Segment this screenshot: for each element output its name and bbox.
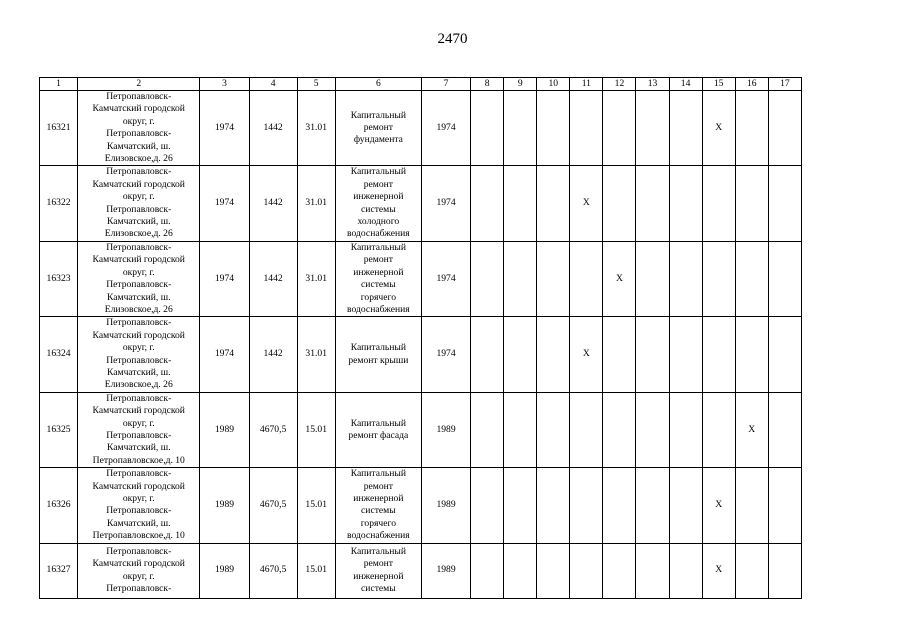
period-cell-13 bbox=[636, 241, 669, 316]
code-cell: 15.01 bbox=[297, 392, 335, 467]
code-cell: 31.01 bbox=[297, 91, 335, 166]
period-cell-10 bbox=[537, 241, 570, 316]
year-cell: 1974 bbox=[200, 317, 249, 392]
work-type-cell: Капитальный ремонт инженерной системы горячего водоснабжения bbox=[335, 241, 421, 316]
column-header: 8 bbox=[471, 78, 504, 91]
period-cell-8 bbox=[471, 166, 504, 241]
repair-register-table bbox=[39, 77, 802, 599]
area-cell: 4670,5 bbox=[249, 468, 297, 543]
work-type-cell: Капитальный ремонт инженерной системы холодного водоснабжения bbox=[335, 166, 421, 241]
period-cell-15 bbox=[702, 241, 735, 316]
period-cell-8 bbox=[471, 241, 504, 316]
period-cell-15 bbox=[702, 166, 735, 241]
year-2-cell: 1989 bbox=[421, 543, 470, 598]
period-cell-17 bbox=[768, 91, 801, 166]
year-2-cell: 1974 bbox=[421, 166, 470, 241]
period-cell-14 bbox=[669, 166, 702, 241]
period-cell-17 bbox=[768, 317, 801, 392]
table-row bbox=[40, 166, 802, 241]
row-id-cell: 16322 bbox=[40, 166, 78, 241]
period-cell-17 bbox=[768, 392, 801, 467]
work-type-cell: Капитальный ремонт фасада bbox=[335, 392, 421, 467]
period-cell-8 bbox=[471, 392, 504, 467]
period-cell-12 bbox=[603, 91, 636, 166]
area-cell: 1442 bbox=[249, 241, 297, 316]
period-cell-12 bbox=[603, 468, 636, 543]
column-header: 6 bbox=[335, 78, 421, 91]
year-cell: 1989 bbox=[200, 468, 249, 543]
header-row bbox=[40, 78, 802, 91]
period-cell-13 bbox=[636, 317, 669, 392]
year-cell: 1989 bbox=[200, 392, 249, 467]
column-header: 11 bbox=[570, 78, 603, 91]
period-cell-15: X bbox=[702, 468, 735, 543]
period-cell-10 bbox=[537, 468, 570, 543]
period-cell-9 bbox=[504, 166, 537, 241]
period-cell-9 bbox=[504, 543, 537, 598]
year-2-cell: 1974 bbox=[421, 241, 470, 316]
period-cell-10 bbox=[537, 317, 570, 392]
period-cell-11 bbox=[570, 468, 603, 543]
address-cell: Петропавловск- Камчатский городской округ, г. Петропавловск- Камчатский, ш. Петропавловское,д. 10 bbox=[78, 468, 200, 543]
page-number: 2470 bbox=[437, 31, 468, 47]
period-cell-13 bbox=[636, 468, 669, 543]
period-cell-16 bbox=[735, 91, 768, 166]
period-cell-12 bbox=[603, 543, 636, 598]
column-header: 16 bbox=[735, 78, 768, 91]
period-cell-9 bbox=[504, 241, 537, 316]
column-header: 2 bbox=[78, 78, 200, 91]
table-row bbox=[40, 392, 802, 467]
period-cell-10 bbox=[537, 166, 570, 241]
area-cell: 1442 bbox=[249, 91, 297, 166]
period-cell-9 bbox=[504, 392, 537, 467]
period-cell-11 bbox=[570, 91, 603, 166]
work-type-cell: Капитальный ремонт фундамента bbox=[335, 91, 421, 166]
period-cell-13 bbox=[636, 166, 669, 241]
period-cell-15: X bbox=[702, 543, 735, 598]
period-cell-12: X bbox=[603, 241, 636, 316]
period-cell-16 bbox=[735, 543, 768, 598]
table-row bbox=[40, 468, 802, 543]
area-cell: 1442 bbox=[249, 166, 297, 241]
period-cell-10 bbox=[537, 91, 570, 166]
period-cell-14 bbox=[669, 317, 702, 392]
period-cell-12 bbox=[603, 317, 636, 392]
column-header: 14 bbox=[669, 78, 702, 91]
address-cell: Петропавловск- Камчатский городской округ, г. Петропавловск- Камчатский, ш. Елизовское,д. 26 bbox=[78, 241, 200, 316]
period-cell-11: X bbox=[570, 317, 603, 392]
year-cell: 1974 bbox=[200, 166, 249, 241]
period-cell-15 bbox=[702, 392, 735, 467]
period-cell-16 bbox=[735, 241, 768, 316]
period-cell-14 bbox=[669, 241, 702, 316]
period-cell-11 bbox=[570, 241, 603, 316]
address-cell: Петропавловск- Камчатский городской округ, г. Петропавловск- bbox=[78, 543, 200, 598]
row-id-cell: 16323 bbox=[40, 241, 78, 316]
table-row bbox=[40, 317, 802, 392]
column-header: 7 bbox=[421, 78, 470, 91]
period-cell-17 bbox=[768, 543, 801, 598]
period-cell-15: X bbox=[702, 91, 735, 166]
column-header: 3 bbox=[200, 78, 249, 91]
column-header: 1 bbox=[40, 78, 78, 91]
period-cell-9 bbox=[504, 317, 537, 392]
area-cell: 4670,5 bbox=[249, 392, 297, 467]
period-cell-17 bbox=[768, 166, 801, 241]
period-cell-16 bbox=[735, 166, 768, 241]
period-cell-10 bbox=[537, 392, 570, 467]
column-header: 5 bbox=[297, 78, 335, 91]
address-cell: Петропавловск- Камчатский городской округ, г. Петропавловск- Камчатский, ш. Елизовское,д. 26 bbox=[78, 166, 200, 241]
period-cell-14 bbox=[669, 392, 702, 467]
year-2-cell: 1974 bbox=[421, 91, 470, 166]
period-cell-16 bbox=[735, 317, 768, 392]
row-id-cell: 16325 bbox=[40, 392, 78, 467]
period-cell-14 bbox=[669, 543, 702, 598]
period-cell-14 bbox=[669, 468, 702, 543]
period-cell-13 bbox=[636, 543, 669, 598]
period-cell-9 bbox=[504, 91, 537, 166]
row-id-cell: 16321 bbox=[40, 91, 78, 166]
period-cell-8 bbox=[471, 91, 504, 166]
year-cell: 1974 bbox=[200, 241, 249, 316]
period-cell-16 bbox=[735, 468, 768, 543]
year-2-cell: 1989 bbox=[421, 392, 470, 467]
period-cell-12 bbox=[603, 392, 636, 467]
area-cell: 1442 bbox=[249, 317, 297, 392]
column-header: 13 bbox=[636, 78, 669, 91]
year-2-cell: 1989 bbox=[421, 468, 470, 543]
year-2-cell: 1974 bbox=[421, 317, 470, 392]
work-type-cell: Капитальный ремонт инженерной системы горячего водоснабжения bbox=[335, 468, 421, 543]
column-header: 10 bbox=[537, 78, 570, 91]
column-header: 15 bbox=[702, 78, 735, 91]
period-cell-17 bbox=[768, 468, 801, 543]
address-cell: Петропавловск- Камчатский городской округ, г. Петропавловск- Камчатский, ш. Елизовское,д. 26 bbox=[78, 91, 200, 166]
period-cell-8 bbox=[471, 543, 504, 598]
column-header: 9 bbox=[504, 78, 537, 91]
code-cell: 31.01 bbox=[297, 241, 335, 316]
column-header: 4 bbox=[249, 78, 297, 91]
year-cell: 1974 bbox=[200, 91, 249, 166]
work-type-cell: Капитальный ремонт инженерной системы bbox=[335, 543, 421, 598]
table-row bbox=[40, 543, 802, 598]
address-cell: Петропавловск- Камчатский городской округ, г. Петропавловск- Камчатский, ш. Петропавловское,д. 10 bbox=[78, 392, 200, 467]
period-cell-13 bbox=[636, 392, 669, 467]
work-type-cell: Капитальный ремонт крыши bbox=[335, 317, 421, 392]
period-cell-14 bbox=[669, 91, 702, 166]
code-cell: 31.01 bbox=[297, 166, 335, 241]
period-cell-9 bbox=[504, 468, 537, 543]
period-cell-15 bbox=[702, 317, 735, 392]
period-cell-11 bbox=[570, 392, 603, 467]
column-header: 12 bbox=[603, 78, 636, 91]
period-cell-8 bbox=[471, 468, 504, 543]
code-cell: 15.01 bbox=[297, 468, 335, 543]
column-header: 17 bbox=[768, 78, 801, 91]
period-cell-16: X bbox=[735, 392, 768, 467]
period-cell-11: X bbox=[570, 166, 603, 241]
code-cell: 31.01 bbox=[297, 317, 335, 392]
table-row bbox=[40, 91, 802, 166]
table-row bbox=[40, 241, 802, 316]
address-cell: Петропавловск- Камчатский городской округ, г. Петропавловск- Камчатский, ш. Елизовское,д. 26 bbox=[78, 317, 200, 392]
row-id-cell: 16324 bbox=[40, 317, 78, 392]
period-cell-13 bbox=[636, 91, 669, 166]
period-cell-11 bbox=[570, 543, 603, 598]
period-cell-12 bbox=[603, 166, 636, 241]
period-cell-8 bbox=[471, 317, 504, 392]
row-id-cell: 16326 bbox=[40, 468, 78, 543]
period-cell-17 bbox=[768, 241, 801, 316]
period-cell-10 bbox=[537, 543, 570, 598]
area-cell: 4670,5 bbox=[249, 543, 297, 598]
row-id-cell: 16327 bbox=[40, 543, 78, 598]
year-cell: 1989 bbox=[200, 543, 249, 598]
code-cell: 15.01 bbox=[297, 543, 335, 598]
